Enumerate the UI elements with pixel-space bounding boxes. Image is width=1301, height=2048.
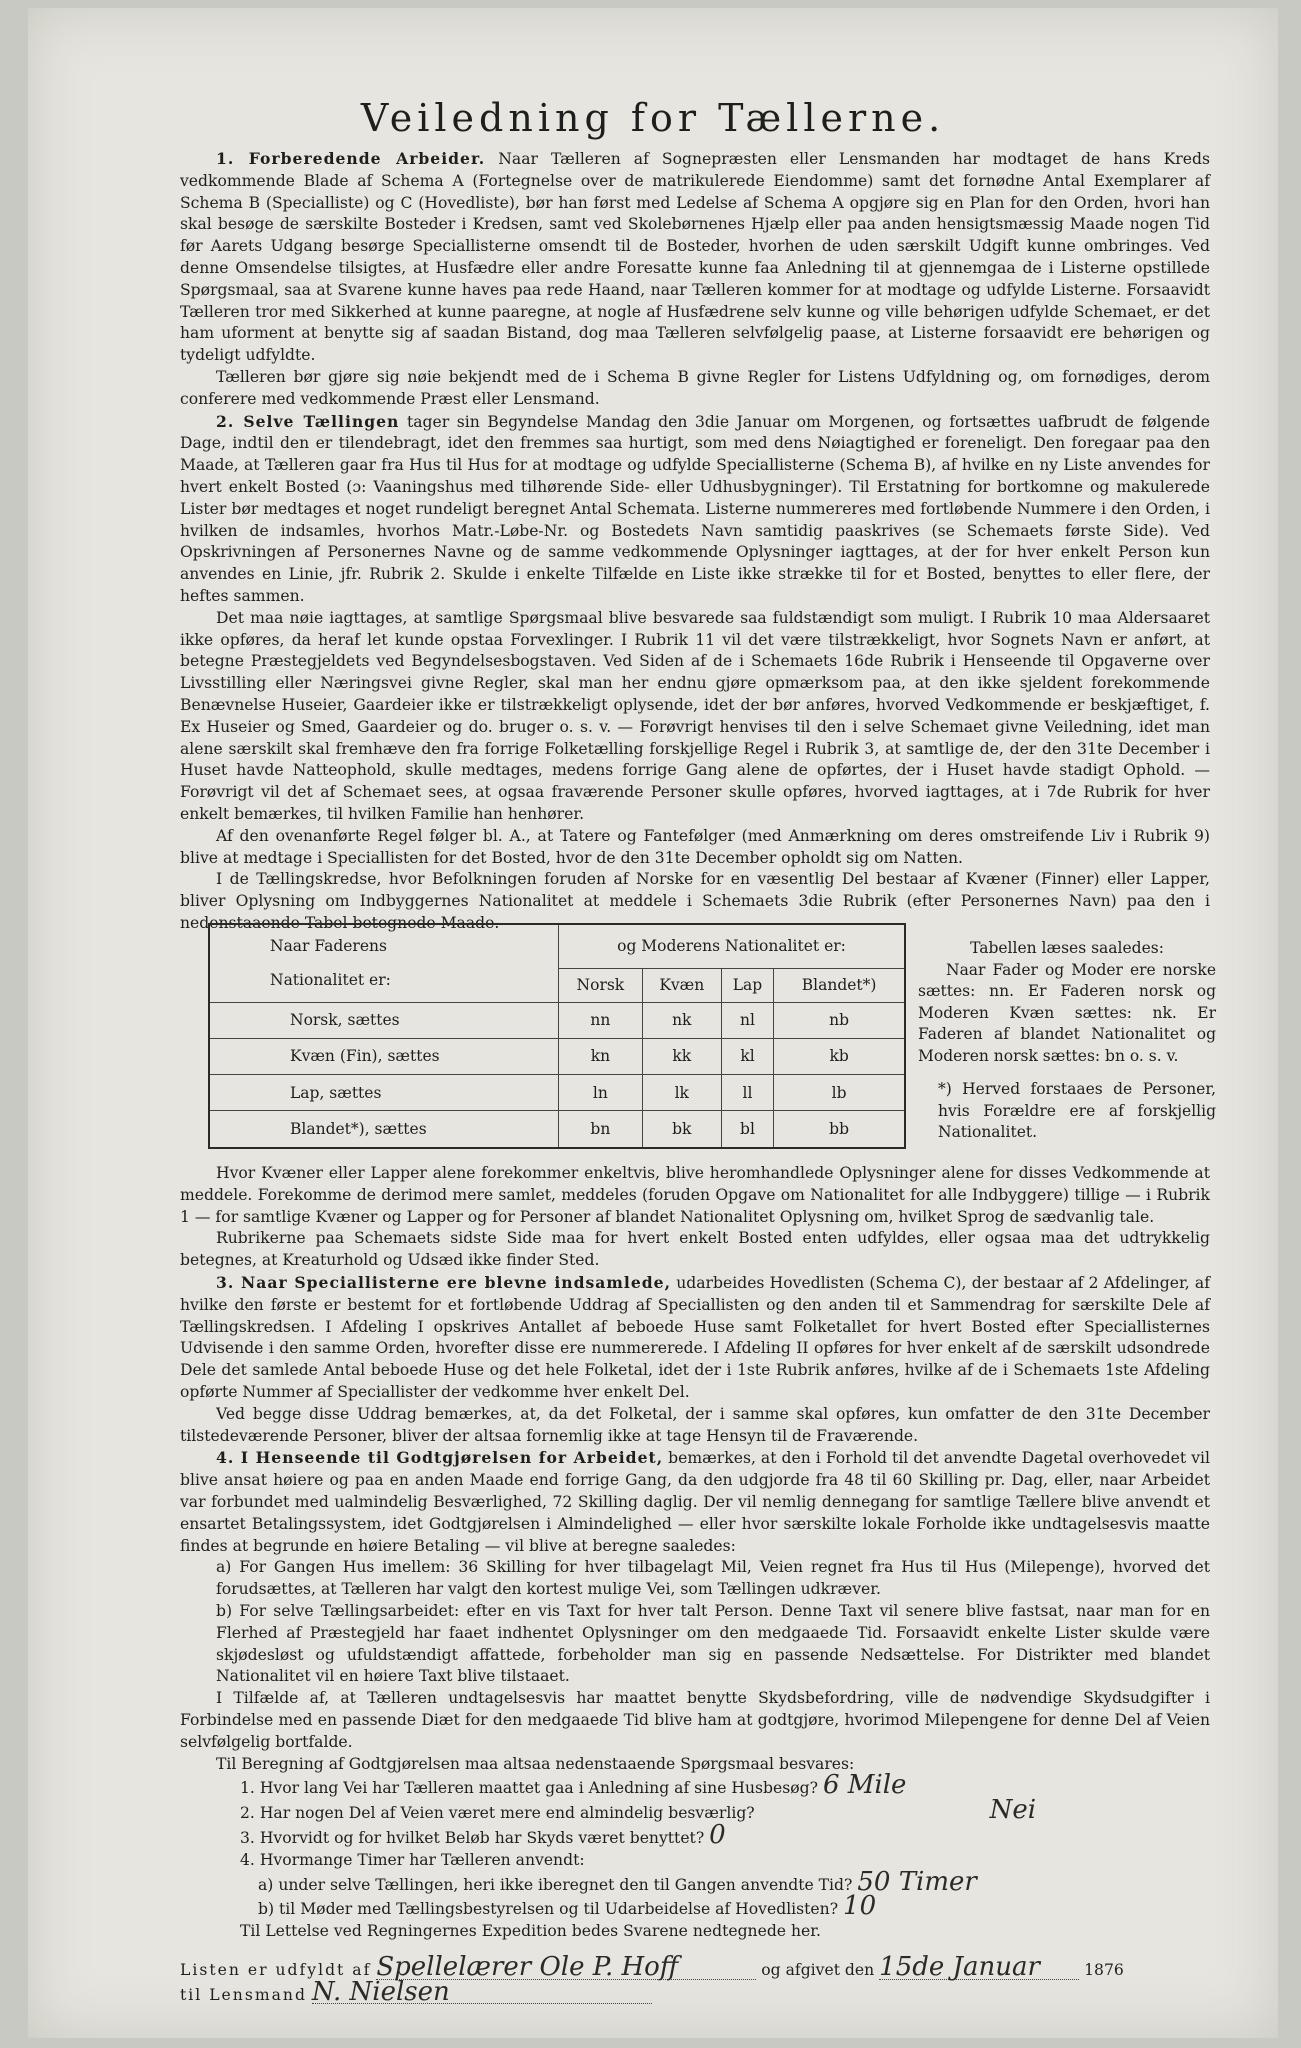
section-4 [180,1447,1210,1557]
table-cell: kk [642,1038,721,1074]
table-cell: bb [774,1111,905,1148]
question-1 [180,1770,1210,1801]
closing-note: Til Lettelse ved Regningernes Expedition bedes Svarene nedtegnede her. [240,1922,821,1941]
column-header: Blandet*) [774,968,905,1002]
section-2 [180,411,1210,608]
table-explanation-text: Naar Fader og Moder ere norske sættes: nn. Er Faderen norsk og Moderen Kvæn sættes: nk. Er Faderen af blandet Nationalitet og Moderen norsk sættes: bn o. s. v. [918,960,1216,1065]
section-1 [180,148,1210,367]
question-4a-answer: 50 Timer [857,1866,977,1897]
section-3-text: udarbeides Hovedlisten (Schema C), der bestaar af 2 Afdelinger, af hvilke den første er bestemt for et fortløbende Uddrag af Speciallisten og den anden til et Sammendrag for særskilte Dele af Tællingskredsen. I Afdeling I opskrives Antallet af beboede Huse samt Folketallet for hvert Bosted efter Speciallisternes Udvisende i den samme Orden, hvorefter disse ere nummererede. I Afdeling II opføres for hver enkelt af de særskilt udsondrede Dele det samlede Antal beboede Huse og det hele Folketal, idet der i 1ste Rubrik anføres, hvilke af de i Schemaets 1ste Afdeling opførte Nummer af Speciallister der vedkomme hver enkelt Del. [180,1273,1210,1401]
question-1-answer: 6 Mile [822,1770,907,1801]
recipient-prefix: til Lensmand [180,1985,307,2004]
section-4-heading: 4. I Henseende til Godtgjørelsen for Arbeidet, [216,1448,664,1468]
question-4b-text: b) til Møder med Tællingsbestyrelsen og til Udarbeidelse af Hovedlisten? [258,1900,839,1919]
row-label: Lap, sættes [209,1075,559,1111]
table-explanation-heading: Tabellen læses saaledes: [970,939,1164,957]
table-cell: ln [559,1075,643,1111]
column-header: Kvæn [642,968,721,1002]
table-explanation [918,938,1216,1144]
nationality-table [208,923,906,1149]
table-header-father [209,924,559,1002]
section-2-paragraph-2: Det maa nøie iagttages, at samtlige Spørgsmaal blive besvarede saa fuldstændigt som muligt. I Rubrik 10 maa Aldersaaret ikke opføres, da heraf let kunde opstaa Forvexlinger. I Rubrik 11 vil det være tilstrækkeligt, hvor Sognets Navn er anført, at betegne Præstegjeldets ved Begyndelsesbogstaven. Ved Siden af de i Schemaets 16de Rubrik i Henseende til Opgaverne over Livsstilling eller Næringsvei givne Regler, skal man her endnu gjøre opmærksom paa, at den ikke sjeldent forekommende Benævnelse Huseier, Gaardeier ikke er tilstrækkeligt oplysende, idet der bør anføres, hvorved Vedkommende er beskjæftiget, f. Ex Huseier og Smed, Gaardeier og do. bruger o. s. v. — Forøvrigt henvises til den i selve Schemaet givne Veiledning, idet man alene særskilt skal fremhæve den fra forrige Folketælling forskjellige Regel i Rubrik 3, at samtlige de, der den 31te December i Huset havde Natteophold, skulle medtages, medens forrige Gang alene de opførtes, der i Huset havde stadigt Ophold. — Forøvrigt vil det af Schemaet sees, at ogsaa fraværende Personer skulle opføres, hvorved iagttages, at i 7de Rubrik for hver enkelt bemærkes, til hvilken Familie han henhører. [180,608,1210,823]
table-cell: bn [559,1111,643,1148]
table-cell: kb [774,1038,905,1074]
row-label: Kvæn (Fin), sættes [209,1038,559,1074]
question-4b [180,1891,1210,1922]
recipient-name: N. Nielsen [312,1982,652,2005]
table-cell: nl [721,1002,773,1038]
signature-year: 1876 [1084,1960,1124,1979]
table-header-father-line-2: Nationalitet er: [270,971,391,990]
section-1-paragraph-2: Tælleren bør gjøre sig nøie bekjendt med de i Schema B givne Regler for Listens Udfyldning og, om fornødiges, derom conferere med vedkommende Præst eller Lensmand. [180,367,1210,408]
table-cell: nb [774,1002,905,1038]
recipient-line [180,1976,1210,2007]
section-4-paragraph-3: Til Beregning af Godtgjørelsen maa altsaa nedenstaaende Spørgsmaal besvares: [216,1754,855,1773]
section-2-paragraph-4: I de Tællingskredse, hvor Befolkningen foruden af Norske for en væsentlig Del bestaar af Kvæner (Finner) eller Lapper, bliver Oplysning om Indbyggernes Nationalitet at meddele i Schemaets 3die Rubrik (efter Personernes Navn) paa den i nedenstaaende Tabel betegnede Maade. [180,870,1210,932]
column-header: Norsk [559,968,643,1002]
signature-name: Spellelærer Ole P. Hoff [376,1957,756,1980]
section-1-text: Naar Tælleren af Sognepræsten eller Lensmanden har modtaget de hans Kreds vedkommende Blade af Schema A (Fortegnelse over de matrikulerede Eiendomme) samt det fornødne Antal Exemplarer af Schema B (Specialliste) og C (Hovedliste), bør han først med Ledelse af Schema A opgjøre sig en Plan for den Orden, hvori han skal besøge de særskilte Bosteder i Kredsen, samt ved Skolebørnenes Hjælp eller paa anden hensigtsmæssig Maade nogen Tid før Aarets Udgang besørge Speciallisterne omsendt til de Bosteder, hvorhen de uden særskilt Udgift kunne ombringes. Ved denne Omsendelse tilsigtes, at Husfædre eller andre Foresatte kunne faa Anledning til at gjennemgaa de i Listerne opstillede Spørgsmaal, saa at Svarene kunne haves paa rede Haand, naar Tælleren kommer for at modtage og udfylde Listerne. Forsaavidt Tælleren tror med Sikkerhed at kunne paaregne, at nogle af Husfædrene selv kunne og ville behørigen udfylde Schemaet, er det ham uforment at benytte sig af saadan Bistand, dog maa Tælleren selvfølgelig paase, at Listerne forsaavidt ere behørigen og tydeligt udfyldte. [180,150,1210,365]
instructions-part-1 [180,148,1210,935]
signature-date: 15de Januar [879,1957,1079,1980]
question-3-text: 3. Hvorvidt og for hvilket Beløb har Skyds været benyttet? [240,1828,705,1847]
question-3 [180,1819,1210,1850]
question-1-text: 1. Hvor lang Vei har Tælleren maattet gaa i Anledning af sine Husbesøg? [240,1779,818,1798]
table-row [209,1075,905,1111]
instructions-part-2 [180,1163,1210,2006]
section-2-paragraph-6: Rubrikerne paa Schemaets sidste Side maa for hvert enkelt Bosted enten udfyldes, eller ogsaa maa det udtrykkelig betegnes, at Kreaturhold og Udsæd ikke finder Sted. [180,1229,1210,1270]
section-4-item-a: a) For Gangen Hus imellem: 36 Skilling for hver tilbagelagt Mil, Veien regnet fra Hus til Hus (Milepenge), hvorved det forudsættes, at Tælleren har valgt den kortest mulige Vei, som Tællingen udkræver. [216,1558,1210,1599]
table-row [209,1002,905,1038]
question-4b-answer: 10 [843,1891,877,1922]
section-2-text: tager sin Begyndelse Mandag den 3die Januar om Morgenen, og fortsættes uafbrudt de følgende Dage, indtil den er tilendebragt, idet den fremmes saa hurtigt, som med dens Nøiagtighed er foreneligt. Den foregaar paa den Maade, at Tælleren gaar fra Hus til Hus for at modtage og udfylde Speciallisterne (Schema B), af hvilke en ny Liste anvendes for hvert enkelt Bosted (ɔ: Vaaningshus med tilhørende Side- eller Udhusbygninger). Til Erstatning for bortkomne og makulerede Lister bør medtages et noget rundeligt beregnet Antal Schemata. Listerne nummereres med fortløbende Nummere i den Orden, i hvilken de indsamles, hvorhos Matr.-Løbe-Nr. og Bostedets Navn samtidig paaskrives (se Schemaets første Side). Ved Opskrivningen af Personernes Navne og de samme vedkommende Oplysninger iagttages, at der for hver enkelt Person kun anvendes en Linie, jfr. Rubrik 2. Skulde i enkelte Tilfælde en Liste ikke strække til for et Bosted, benyttes to eller flere, der heftes sammen. [180,412,1210,605]
question-4a [180,1866,1210,1897]
table-header-mother: og Moderens Nationalitet er: [559,924,906,968]
table-footnote: *) Herved forstaaes de Personer, hvis Forældre ere af forskjellig Nationalitet. [938,1080,1216,1141]
document-page [28,8,1278,2038]
table-cell: kn [559,1038,643,1074]
section-2-paragraph-5: Hvor Kvæner eller Lapper alene forekommer enkeltvis, blive heromhandlede Oplysninger alene for disses Vedkommende at meddele. Forekomme de derimod mere samlet, meddeles (foruden Opgave om Nationalitet for alle Indbyggere) tillige — i Rubrik 1 — for samtlige Kvæner og Lapper og for Personer af blandet Nationalitet Oplysning om, hvilket Sprog de sædvanlig tale. [180,1164,1210,1226]
question-4: 4. Hvormange Timer har Tælleren anvendt: [240,1850,585,1869]
question-3-answer: 0 [709,1819,726,1850]
section-1-heading: 1. Forberedende Arbeider. [216,149,486,168]
signature-prefix: Listen er udfyldt af [180,1960,372,1979]
table-cell: nk [642,1002,721,1038]
section-3-heading: 3. Naar Speciallisterne ere blevne indsamlede, [216,1272,671,1292]
table-cell: bk [642,1111,721,1148]
section-3 [180,1272,1210,1404]
table-cell: lb [774,1075,905,1111]
section-3-paragraph-2: Ved begge disse Uddrag bemærkes, at, da det Folketal, der i samme skal opføres, kun omfatter de den 31te December tilstedeværende Personer, bliver der altsaa fornemlig ikke at tage Hensyn til de Fraværende. [180,1404,1210,1445]
page-title: Veiledning for Tællerne. [360,96,946,140]
question-4a-text: a) under selve Tællingen, heri ikke iberegnet den til Gangen anvendte Tid? [258,1875,853,1894]
section-2-heading: 2. Selve Tællingen [216,411,400,431]
question-2-answer: Nei [989,1795,1037,1826]
question-2-text: 2. Har nogen Del af Veien været mere end almindelig besværlig? [240,1804,755,1823]
table-cell: kl [721,1038,773,1074]
question-2 [180,1795,1210,1826]
table-cell: ll [721,1075,773,1111]
table-row [209,1038,905,1074]
row-label: Norsk, sættes [209,1002,559,1038]
section-2-paragraph-3: Af den ovenanførte Regel følger bl. A., at Tatere og Fantefølger (med Anmærkning om deres omstreifende Liv i Rubrik 9) blive at medtage i Speciallisten for det Bosted, hvor de den 31te December opholdt sig om Natten. [180,826,1210,867]
section-4-text: bemærkes, at den i Forhold til det anvendte Dagetal overhovedet vil blive ansat høiere og paa en anden Maade end forrige Gang, da den udgjorde fra 48 til 60 Skilling pr. Dag, eller, naar Arbeidet var forbundet med ualmindelig Besværlighed, 72 Skilling daglig. Der vil nemlig dennegang for samtlige Tællere blive anvendt et ensartet Betalingssystem, idet Godtgjørelsen i Almindelighed — eller hvor særskilte lokale Forholde ikke undtagelsesvis maatte findes at begrunde en høiere Betaling — vil blive at beregne saaledes: [180,1449,1210,1555]
table-cell: nn [559,1002,643,1038]
table-header-father-line-1: Naar Faderens [270,937,387,956]
table-cell: lk [642,1075,721,1111]
column-header: Lap [721,968,773,1002]
section-4-paragraph-2: I Tilfælde af, at Tælleren undtagelsesvis har maattet benytte Skydsbefordring, ville de nødvendige Skydsudgifter i Forbindelse med en passende Diæt for den medgaaede Tid blive ham at godtgjøre, hvorimod Milepengene for denne Del af Veien selvfølgelig bortfalde. [180,1689,1210,1751]
row-label: Blandet*), sættes [209,1111,559,1148]
table-row [209,1111,905,1148]
section-4-item-b: b) For selve Tællingsarbeidet: efter en vis Taxt for hver talt Person. Denne Taxt vil senere blive fastsat, naar man for en Flerhed af Præstegjeld har faaet indhentet Oplysninger om den medgaaede Tid. Forsaavidt enkelte Lister skulde være skjødesløst og ufuldstændigt affattede, forbeholder man sig en passende Nedsættelse. For Distrikter med blandet Nationalitet vil en høiere Taxt blive tilstaaet. [216,1601,1210,1686]
table-cell: bl [721,1111,773,1148]
signature-mid: og afgivet den [761,1960,875,1979]
